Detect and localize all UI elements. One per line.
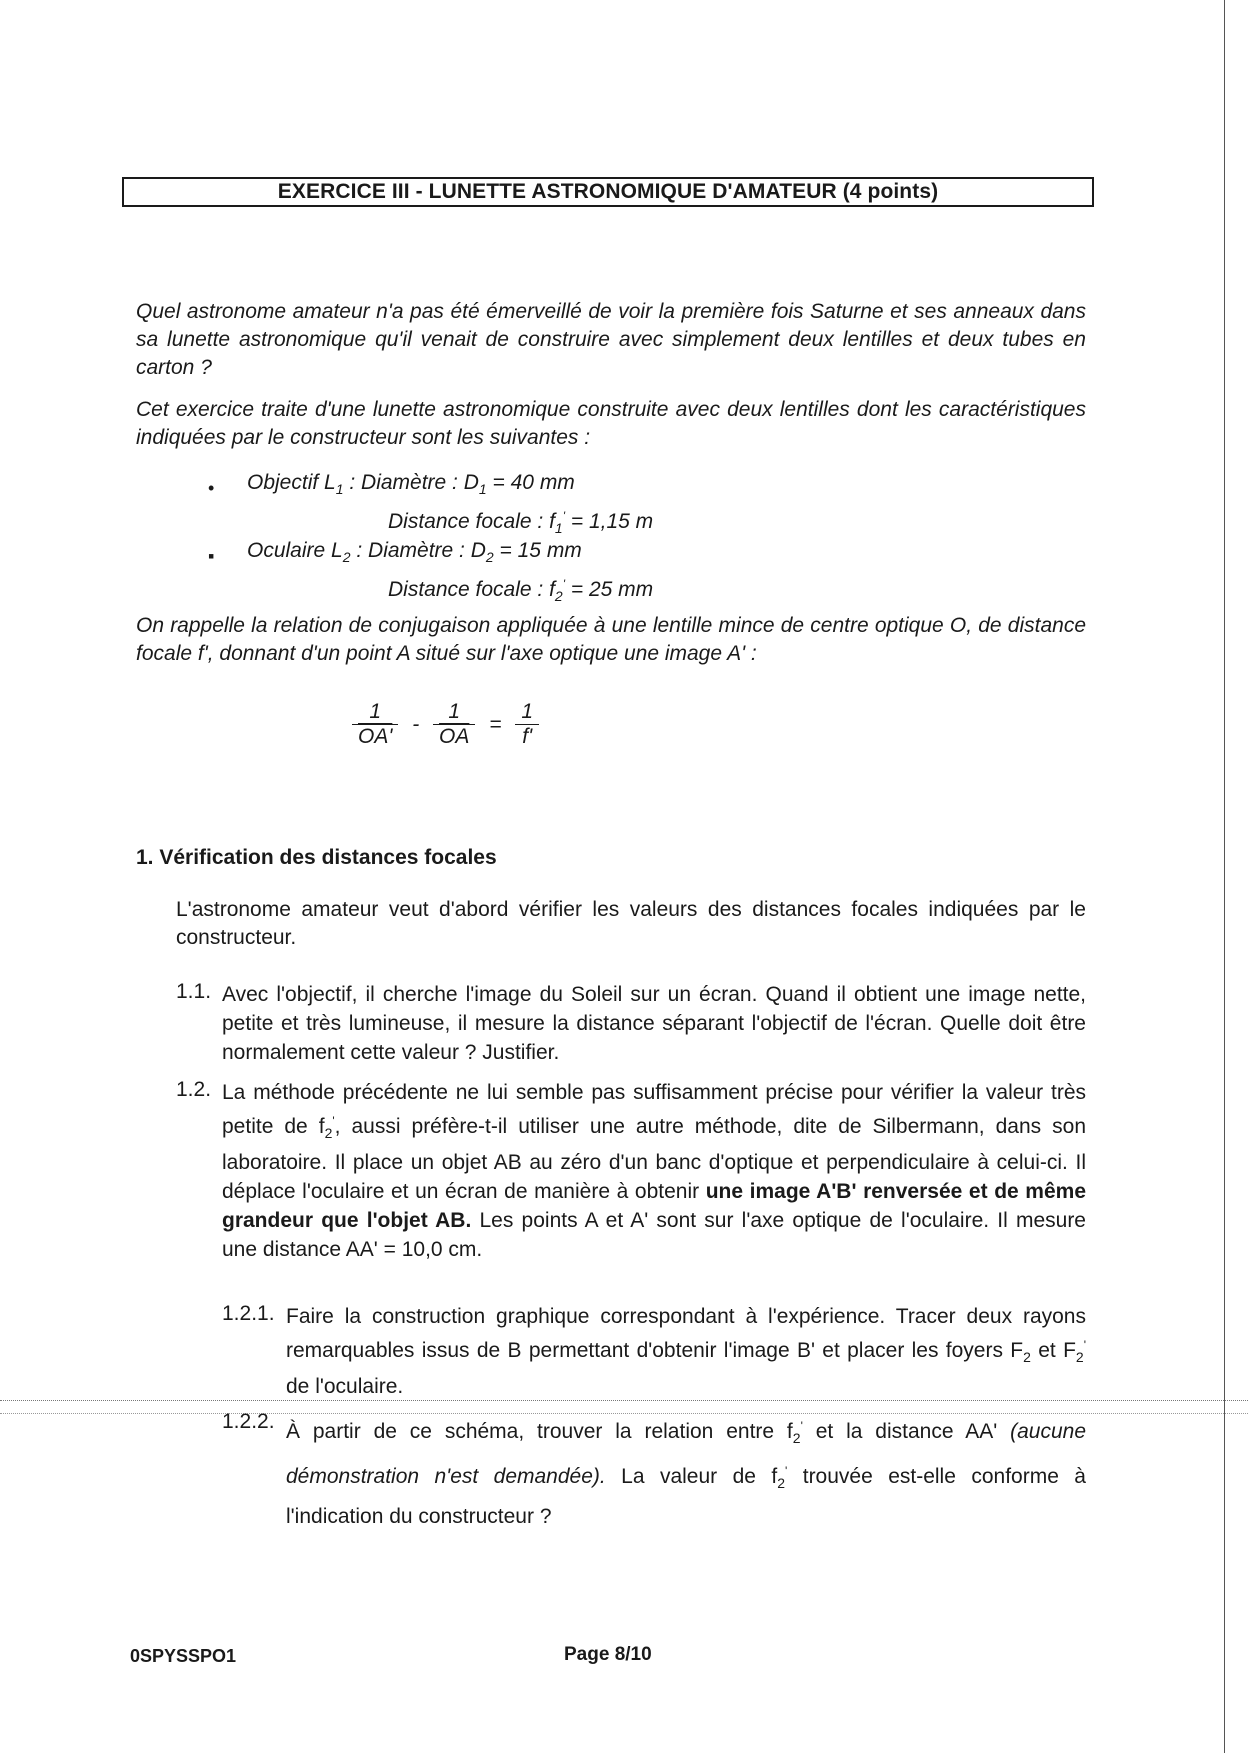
ocular-label: Oculaire L — [247, 539, 343, 562]
exercise-title — [122, 177, 1094, 207]
equals-sign: = — [489, 712, 502, 736]
minus-sign: - — [412, 712, 420, 736]
section-1-title: 1. Vérification des distances focales — [136, 846, 497, 869]
section-1-intro: L'astronome amateur veut d'abord vérifier les valeurs des distances focales indiquées par le constructeur. — [176, 898, 1086, 949]
objective-focal-value: = 1,15 m — [565, 510, 654, 533]
ocular-sub: 2 — [342, 549, 351, 566]
fraction-1-over-oa-prime: $\frac{1}{OA'}$ — [352, 700, 398, 749]
fraction-1-over-oa: $\frac{1}{OA}$ — [433, 700, 475, 749]
bullet-icon: ▪ — [208, 546, 215, 566]
footer-page-number: Page 8/10 — [564, 1644, 652, 1665]
question-1-1-text: Avec l'objectif, il cherche l'image du Soleil sur un écran. Quand il obtient une image nette, petite et très lumineuse, il mesure la distance séparant l'objectif de l'écran. Quelle doit être normalement cette valeur ? Justifier. — [222, 983, 1086, 1064]
ocular-diam-label: Diamètre : D — [368, 539, 486, 562]
ocular-diam-sub: 2 — [485, 549, 494, 566]
objective-focal-label: Distance focale : f — [388, 510, 555, 533]
ocular-diam-value: = 15 mm — [493, 539, 582, 562]
objective-diam-sub: 1 — [478, 481, 487, 498]
objective-row: Objectif $L_1$ : Diamètre : $D_1 = 40$ mm — [247, 471, 575, 498]
question-1-2-1-number: 1.2.1. — [222, 1302, 275, 1325]
ocular-focal-value: = 25 mm — [565, 578, 654, 601]
objective-diam-value: = 40 mm — [486, 471, 575, 494]
objective-focal-row: Distance focale : $f_1' = 1,15$ m — [388, 509, 654, 537]
fraction-1-over-f-prime: $\frac{1}{f'}$ — [515, 700, 539, 749]
ocular-focal-sub: 2 — [554, 588, 563, 605]
scan-edge-line — [1224, 0, 1225, 1753]
intro-paragraph-2: Cet exercice traite d'une lunette astronomique construite avec deux lentilles dont les caractéristiques indiquées par le constructeur sont les suivantes : — [136, 398, 1086, 449]
question-1-1-number: 1.1. — [176, 980, 212, 1003]
ocular-focal-label: Distance focale : f — [388, 578, 555, 601]
ocular-focal-row: Distance focale : $f_2' = 25$ mm — [388, 577, 654, 605]
intro-paragraph-1: Quel astronome amateur n'a pas été émerveillé de voir la première fois Saturne et ses anneaux dans sa lunette astronomique qu'il venait de construire avec simplement deux lentilles et deux tubes en carton ? — [136, 300, 1086, 379]
objective-focal-sub: 1 — [554, 520, 563, 537]
objective-sub: 1 — [335, 481, 344, 498]
question-1-2-text: La méthode précédente ne lui semble pas suffisamment précise pour vérifier la valeur très petite de $f_2'$, aussi préfère-t-il utiliser une autre méthode, dite de Silbermann, dans son laboratoire. Il place un objet AB au zéro d'un banc d'optique et perpendiculaire à celui-ci. Il déplace l'oculaire et un écran de manière à obtenir une image A'B' renversée et de même grandeur que l'objet AB. Les points A et A' sont sur l'axe optique de l'oculaire. Il mesure une distance AA' = 10,0 cm. — [222, 1081, 1086, 1262]
question-1-2-2-text: À partir de ce schéma, trouver la relation entre $f_2'$ et la distance AA' (aucune démonstration n'est demandée). La valeur de $f_2'$ trouvée est-elle conforme à l'indication du constructeur ? — [286, 1419, 1086, 1529]
relation-paragraph: On rappelle la relation de conjugaison appliquée à une lentille mince de centre optique O, de distance focale f', donnant d'un point A situé sur l'axe optique une image A' : — [136, 614, 1086, 665]
footer-exam-code: 0SPYSSPO1 — [130, 1646, 237, 1666]
exercise-title-text: EXERCICE III - LUNETTE ASTRONOMIQUE D'AMATEUR (4 points) — [277, 180, 939, 203]
bullet-icon: • — [208, 478, 215, 498]
conjugation-formula — [348, 700, 543, 749]
question-1-2-2-number: 1.2.2. — [222, 1410, 275, 1433]
question-1-2-number: 1.2. — [176, 1078, 212, 1101]
objective-label: Objectif L — [247, 471, 336, 494]
question-1-2-1-text: Faire la construction graphique correspondant à l'expérience. Tracer deux rayons remarquables issus de B permettant d'obtenir l'image B' et placer les foyers $F_2$ et $F_2'$ de l'oculaire. — [286, 1305, 1086, 1399]
ocular-row: Oculaire $L_2$ : Diamètre : $D_2 = 15$ mm — [247, 539, 582, 566]
objective-diam-label: Diamètre : D — [361, 471, 479, 494]
